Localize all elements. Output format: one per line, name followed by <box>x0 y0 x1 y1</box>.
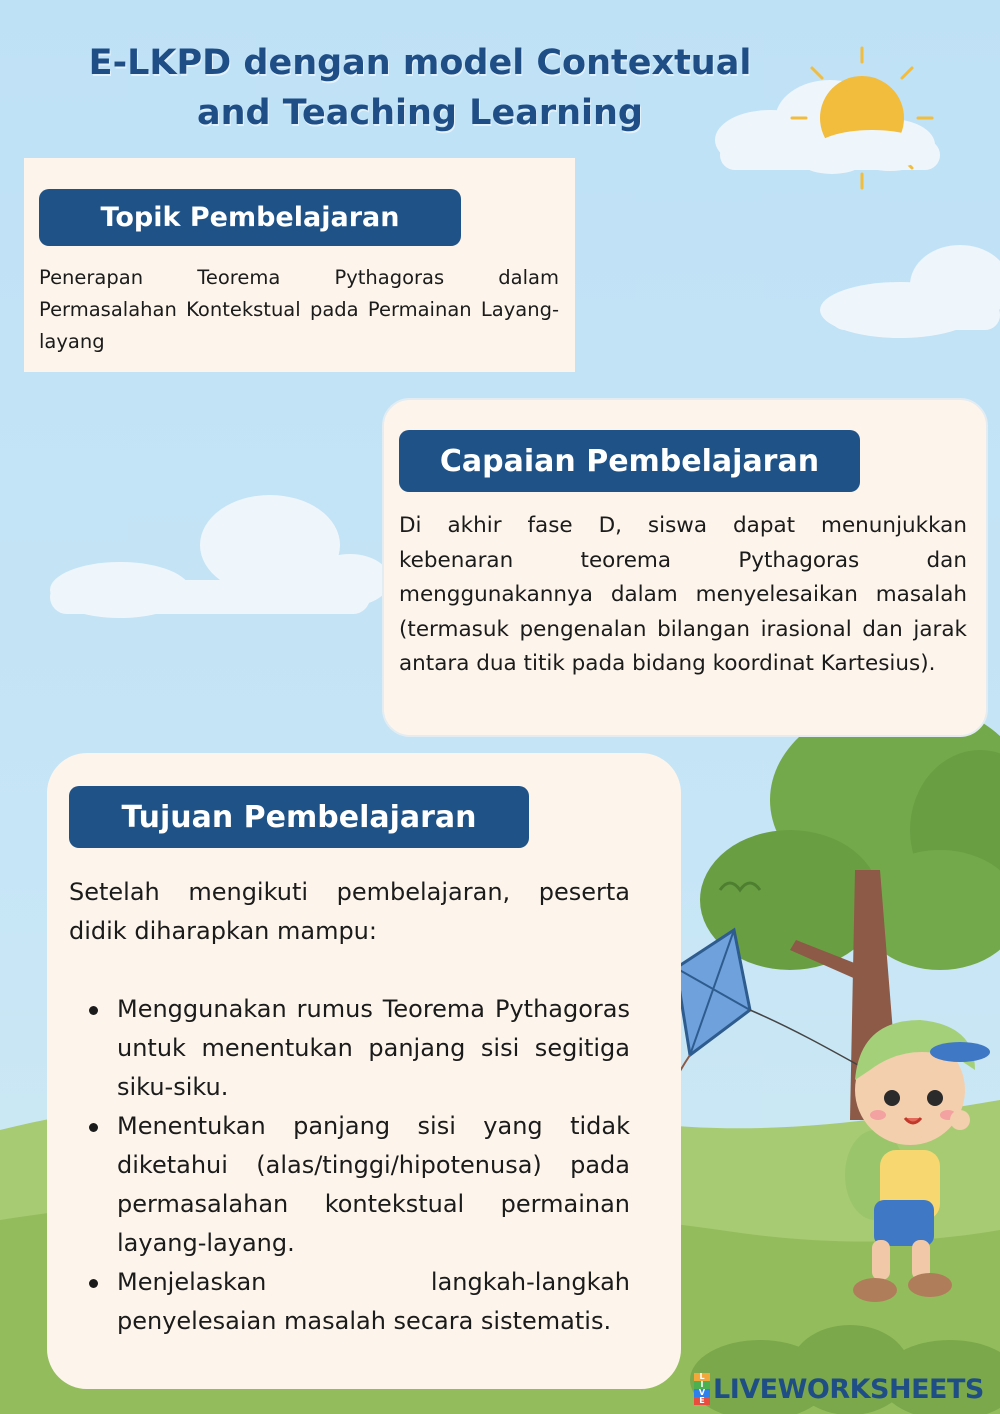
title-line-1: E-LKPD dengan model Contextual <box>88 43 752 83</box>
topik-text: Penerapan Teorema Pythagoras dalam Permasalahan Kontekstual pada Permainan Layang-layang <box>39 266 559 353</box>
topik-heading: Topik Pembelajaran <box>39 189 461 246</box>
cloud-icon <box>820 245 1000 338</box>
tujuan-heading: Tujuan Pembelajaran <box>69 786 529 848</box>
cloud-icon <box>50 495 390 618</box>
title-line-2: and Teaching Learning <box>197 93 643 133</box>
list-item: Menggunakan rumus Teorema Pythagoras untuk menentukan panjang sisi segitiga siku-siku. <box>69 990 630 1107</box>
capaian-text: Di akhir fase D, siswa dapat menunjukkan kebenaran teorema Pythagoras dan menggunakannya dalam menyelesaikan masalah (termasuk pengenalan bilangan irasional dan jarak antara dua titik pada bidang koordinat Kartesius). <box>399 513 967 677</box>
liveworksheets-watermark <box>694 1372 984 1406</box>
tujuan-list <box>69 990 630 1341</box>
watermark-text: LIVEWORKSHEETS <box>713 1373 984 1405</box>
list-item: Menentukan panjang sisi yang tidak diketahui (alas/tinggi/hipotenusa) pada permasalahan kontekstual permainan layang-layang. <box>69 1107 630 1263</box>
capaian-heading: Capaian Pembelajaran <box>399 430 860 492</box>
list-item: Menjelaskan langkah-langkah penyelesaian masalah secara sistematis. <box>69 1263 630 1341</box>
tujuan-intro: Setelah mengikuti pembelajaran, peserta didik diharapkan mampu: <box>69 878 630 945</box>
liveworksheets-logo-icon: L I V E <box>694 1373 710 1405</box>
page-title <box>20 38 820 138</box>
